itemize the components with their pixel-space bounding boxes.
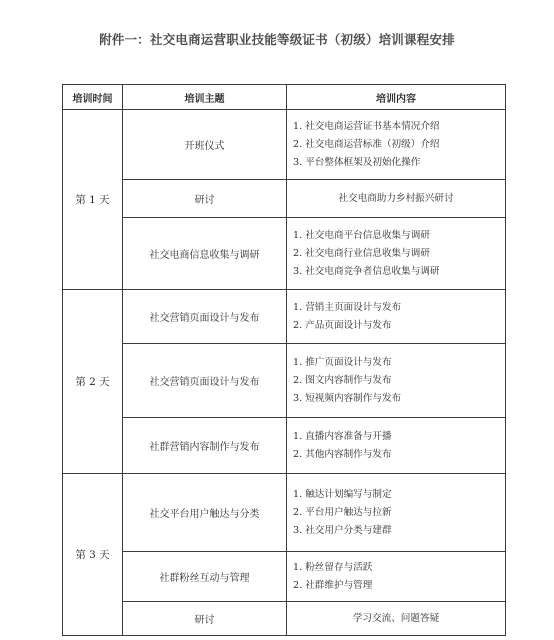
schedule-table (62, 84, 506, 636)
table-row (63, 110, 506, 180)
day-3-cell: 第 3 天 (63, 474, 123, 636)
content-item: 1. 触达计划编写与制定 (293, 488, 392, 500)
table-row (63, 180, 506, 218)
topic-cell: 开班仪式 (123, 110, 287, 180)
content-item: 3. 社交用户分类与建群 (293, 524, 392, 536)
content-item: 1. 推广页面设计与发布 (293, 356, 392, 368)
topic-cell: 社交营销页面设计与发布 (123, 344, 287, 418)
content-item: 3. 平台整体框架及初始化操作 (293, 156, 421, 168)
header-time: 培训时间 (63, 85, 123, 110)
table-row (63, 290, 506, 344)
table-row (63, 344, 506, 418)
content-item: 社交电商助力乡村振兴研讨 (338, 192, 454, 204)
content-cell (287, 474, 506, 552)
page-title: 附件一：社交电商运营职业技能等级证书（初级）培训课程安排 (99, 32, 455, 47)
content-cell (287, 218, 506, 290)
table-row (63, 602, 506, 636)
content-cell (287, 418, 506, 474)
topic-cell: 社交电商信息收集与调研 (123, 218, 287, 290)
table-row (63, 474, 506, 552)
content-item: 2. 社群维护与管理 (293, 579, 373, 591)
content-item: 2. 其他内容制作与发布 (293, 448, 392, 460)
content-item: 学习交流、问题答疑 (352, 612, 440, 624)
content-item: 1. 粉丝留存与活跃 (293, 561, 373, 573)
content-item: 1. 营销主页面设计与发布 (293, 301, 402, 313)
content-cell (287, 180, 506, 218)
content-item: 2. 社交电商行业信息收集与调研 (293, 247, 430, 259)
content-item: 3. 短视频内容制作与发布 (293, 392, 402, 404)
header-content: 培训内容 (287, 85, 506, 110)
content-item: 2. 图文内容制作与发布 (293, 374, 392, 386)
topic-cell: 社交营销页面设计与发布 (123, 290, 287, 344)
header-topic: 培训主题 (123, 85, 287, 110)
topic-cell: 研讨 (123, 602, 287, 636)
topic-cell: 社群粉丝互动与管理 (123, 552, 287, 602)
content-item: 1. 社交电商运营证书基本情况介绍 (293, 120, 440, 132)
day-2-cell: 第 2 天 (63, 290, 123, 474)
content-item: 2. 产品页面设计与发布 (293, 319, 392, 331)
table-header-row (63, 85, 506, 110)
content-item: 1. 社交电商平台信息收集与调研 (293, 229, 430, 241)
content-item: 2. 社交电商运营标准（初级）介绍 (293, 138, 440, 150)
content-cell (287, 602, 506, 636)
table-row (63, 218, 506, 290)
content-item: 2. 平台用户触达与拉新 (293, 506, 392, 518)
topic-cell: 社交平台用户触达与分类 (123, 474, 287, 552)
day-1-cell: 第 1 天 (63, 110, 123, 290)
topic-cell: 研讨 (123, 180, 287, 218)
content-cell (287, 110, 506, 180)
content-cell (287, 552, 506, 602)
content-item: 1. 直播内容准备与开播 (293, 430, 392, 442)
content-cell (287, 344, 506, 418)
table-row (63, 552, 506, 602)
content-item: 3. 社交电商竞争者信息收集与调研 (293, 265, 440, 277)
table-row (63, 418, 506, 474)
topic-cell: 社群营销内容制作与发布 (123, 418, 287, 474)
content-cell (287, 290, 506, 344)
